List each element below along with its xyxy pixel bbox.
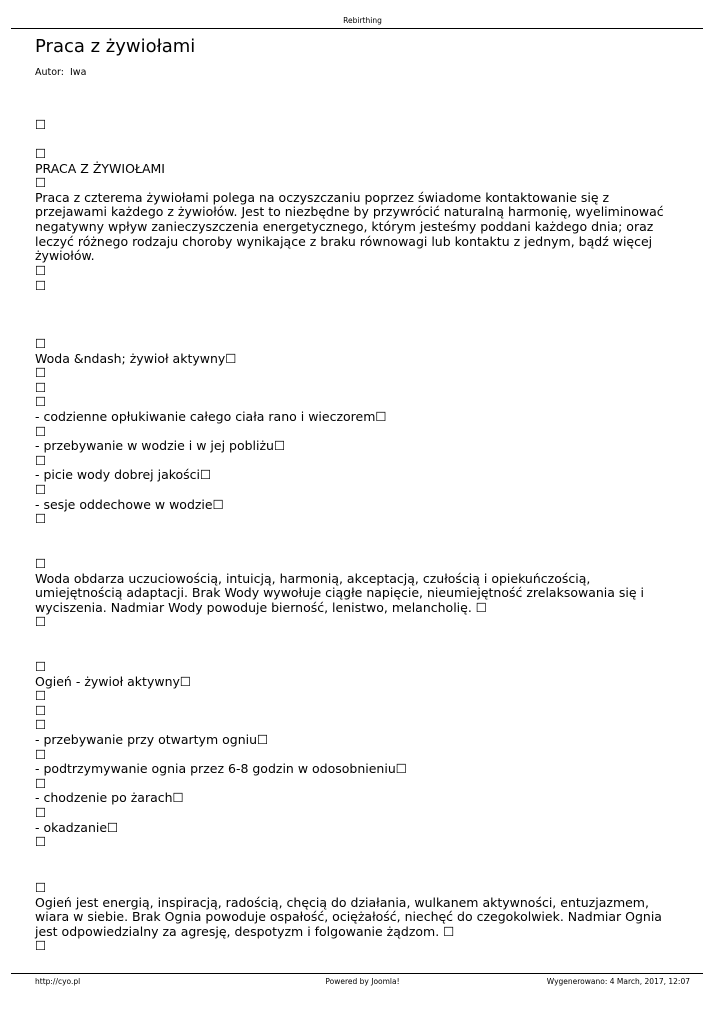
footer-generated-date: Wygenerowano: 4 March, 2017, 12:07 xyxy=(546,977,690,986)
placeholder-box: ☐ xyxy=(35,481,47,497)
placeholder-box: ☐ xyxy=(35,804,47,820)
placeholder-box: ☐ xyxy=(35,746,47,762)
placeholder-box: ☐ xyxy=(35,452,47,468)
list-item: - codzienne opłukiwanie całego ciała rano i wieczorem☐ xyxy=(35,408,387,424)
fire-description: Ogień jest energią, inspiracją, radością, chęcią do działania, wulkanem aktywności, entuzjazmem, wiara w siebie. Brak Ognia powoduje ospałość, ociężałość, niechęć do czegokolwiek. Nadmiar Ognia jest odpowiedzialny za agresję, despotyzm i folgowanie żądzom. ☐ xyxy=(35,894,662,939)
footer-divider xyxy=(11,973,703,974)
placeholder-box: ☐ xyxy=(35,775,47,791)
list-item: - okadzanie☐ xyxy=(35,819,119,835)
placeholder-box: ☐ xyxy=(35,938,47,954)
placeholder-box: ☐ xyxy=(35,614,47,630)
fire-section xyxy=(35,660,675,850)
water-description-section xyxy=(35,557,675,630)
placeholder-box: ☐ xyxy=(35,880,47,895)
author-line xyxy=(35,67,86,78)
placeholder-box: ☐ xyxy=(35,834,47,850)
list-item: - przebywanie w wodzie i w jej pobliżu☐ xyxy=(35,438,286,454)
placeholder-box: ☐ xyxy=(35,262,47,278)
intro-paragraph: Praca z czterema żywiołami polega na oczyszczaniu poprzez świadome kontaktowanie się z przejawami każdego z żywiołów. Jest to niezbędne by przywrócić naturalną harmonię, wyeliminować negatywny wpływ zanieczyszczenia energetycznego, którym jesteśmy poddani każdego dnia; oraz leczyć różnego rodzaju choroby wynikające z braku równowagi lub kontaktu z jednym, bądź więcej żywiołów. xyxy=(35,189,664,264)
author-name: Iwa xyxy=(70,67,87,78)
header-divider xyxy=(11,28,703,29)
placeholder-box: ☐ xyxy=(35,394,47,410)
list-item: - podtrzymywanie ognia przez 6-8 godzin w odosobnieniu☐ xyxy=(35,761,407,777)
placeholder-box: ☐ xyxy=(35,146,47,161)
list-item: - przebywanie przy otwartym ogniu☐ xyxy=(35,731,269,747)
list-item: - picie wody dobrej jakości☐ xyxy=(35,467,212,483)
footer-url[interactable]: http://cyo.pl xyxy=(35,977,81,986)
fire-heading: Ogień - żywioł aktywny☐ xyxy=(35,673,192,689)
water-section xyxy=(35,337,675,527)
placeholder-box: ☐ xyxy=(35,659,47,674)
placeholder-box: ☐ xyxy=(35,702,47,718)
placeholder-box: ☐ xyxy=(35,556,47,571)
placeholder-box: ☐ xyxy=(35,511,47,527)
placeholder-box: ☐ xyxy=(35,365,47,381)
page-title: Praca z żywiołami xyxy=(35,36,196,57)
placeholder-box: ☐ xyxy=(35,117,47,132)
section-heading: PRACA Z ŻYWIOŁAMI xyxy=(35,160,165,176)
placeholder-box: ☐ xyxy=(35,379,47,395)
placeholder-box: ☐ xyxy=(35,336,47,351)
placeholder-box: ☐ xyxy=(35,717,47,733)
placeholder-box: ☐ xyxy=(35,278,47,293)
water-description: Woda obdarza uczuciowością, intuicją, harmonią, akceptacją, czułością i opiekuńczością, umiejętnością adaptacji. Brak Wody wywołuje ciągłe napięcie, nieumiejętność zrelaksowania się i wyciszenia. Nadmiar Wody powoduje bierność, lenistwo, melancholię. ☐ xyxy=(35,570,645,615)
list-item: - sesje oddechowe w wodzie☐ xyxy=(35,496,224,512)
list-item: - chodzenie po żarach☐ xyxy=(35,790,184,806)
footer-powered-by: Powered by Joomla! xyxy=(325,977,400,986)
water-heading: Woda &ndash; żywioł aktywny☐ xyxy=(35,350,237,366)
fire-description-section xyxy=(35,881,675,954)
site-name: Rebirthing xyxy=(343,16,382,25)
author-label: Autor: xyxy=(35,67,64,78)
placeholder-box: ☐ xyxy=(35,423,47,439)
placeholder-box: ☐ xyxy=(35,175,47,191)
placeholder-box: ☐ xyxy=(35,688,47,704)
intro-section xyxy=(35,147,675,278)
